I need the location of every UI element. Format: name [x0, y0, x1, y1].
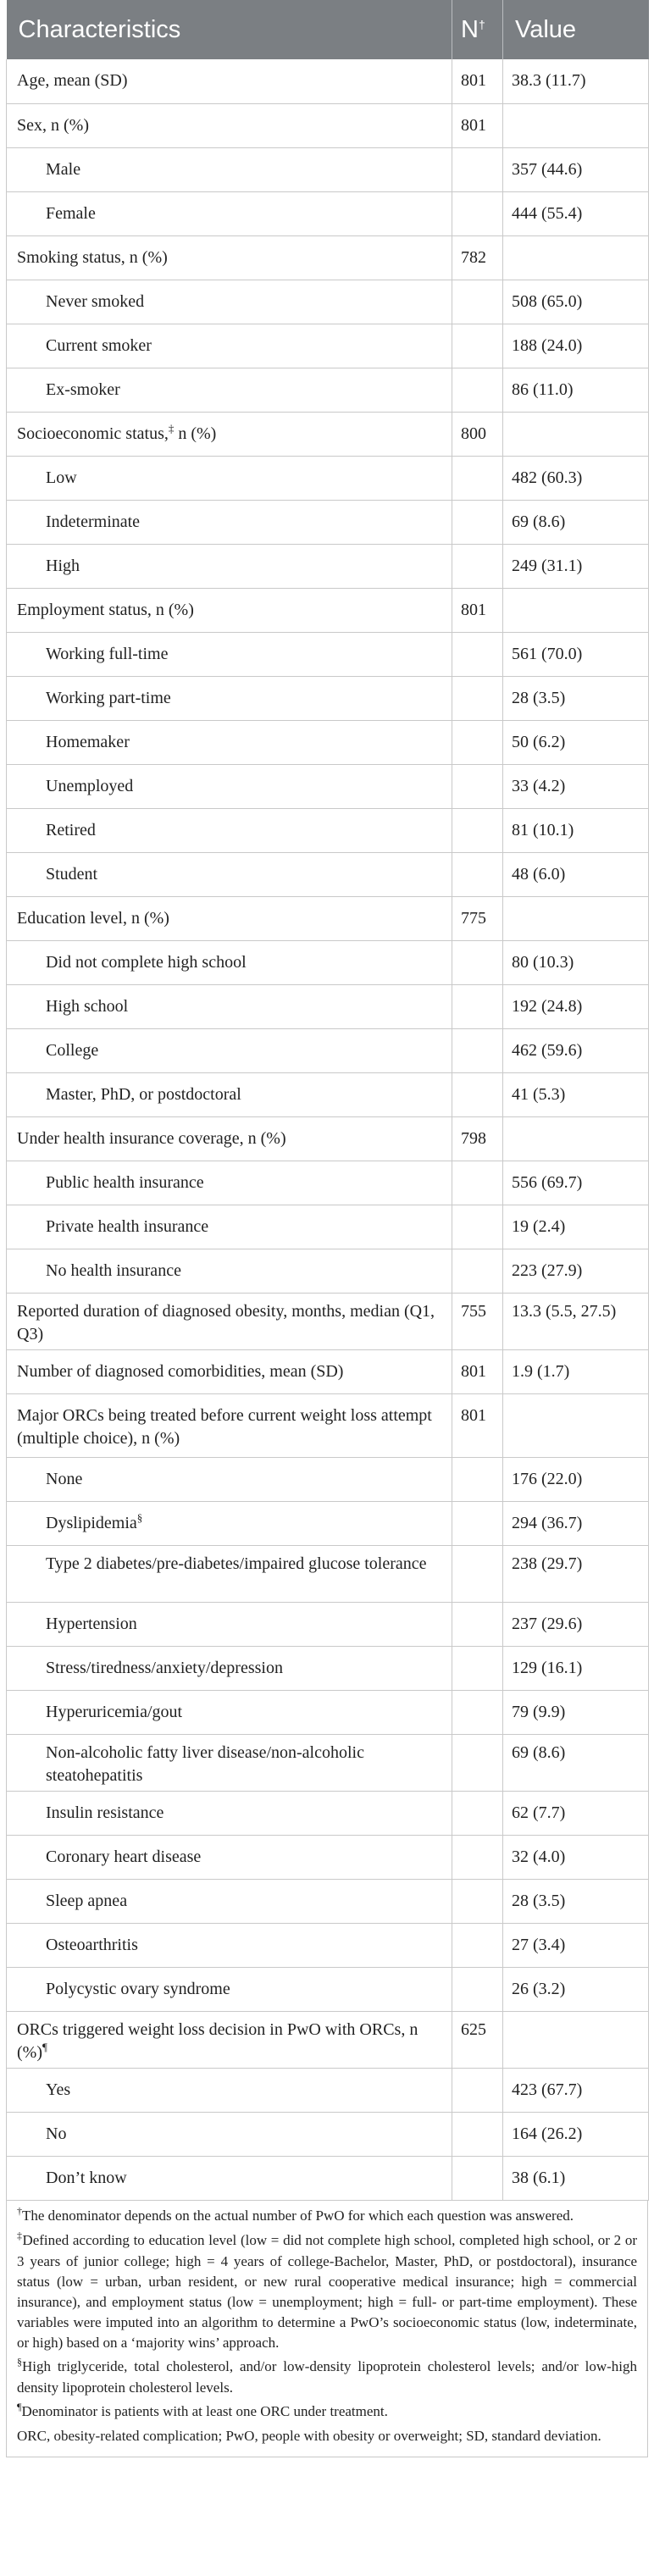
table-row — [7, 500, 649, 544]
row-value: 561 (70.0) — [503, 632, 649, 676]
row-label — [7, 1923, 452, 1967]
row-value: 192 (24.8) — [503, 984, 649, 1028]
footnote-mark: ‡ — [17, 2229, 23, 2241]
row-label-text: Reported duration of diagnosed obesity, months, median (Q1, Q3) — [17, 1301, 435, 1343]
row-value: 28 (3.5) — [503, 1879, 649, 1923]
table-footnotes — [6, 2201, 648, 2457]
row-n — [452, 1545, 503, 1602]
row-label — [7, 59, 452, 103]
footnote-mark: ‡ — [168, 421, 175, 435]
table-row — [7, 720, 649, 764]
row-label — [7, 720, 452, 764]
table-row — [7, 1545, 649, 1602]
row-label-text: Indeterminate — [46, 512, 141, 531]
row-n: 801 — [452, 588, 503, 632]
row-value: 69 (8.6) — [503, 500, 649, 544]
table-body — [7, 59, 649, 2200]
header-n — [452, 0, 503, 59]
row-n — [452, 1791, 503, 1835]
row-label — [7, 1501, 452, 1545]
footnote — [17, 2401, 637, 2423]
row-value: 81 (10.1) — [503, 808, 649, 852]
row-label — [7, 280, 452, 324]
table-row — [7, 191, 649, 235]
row-label-text: Stress/tiredness/anxiety/depression — [46, 1658, 283, 1677]
row-label-text: College — [46, 1040, 99, 1060]
table-row — [7, 1602, 649, 1646]
footnote-text: ORC, obesity-related complication; PwO, people with obesity or overweight; SD, standard deviation. — [17, 2427, 601, 2444]
row-n — [452, 1835, 503, 1879]
row-n — [452, 1879, 503, 1923]
table-row — [7, 676, 649, 720]
row-label-text: Insulin resistance — [46, 1803, 164, 1822]
table-row — [7, 1161, 649, 1205]
table-row — [7, 2156, 649, 2200]
row-label — [7, 368, 452, 412]
row-label — [7, 852, 452, 896]
row-value: 294 (36.7) — [503, 1501, 649, 1545]
table-row — [7, 1393, 649, 1457]
footnote-mark: § — [17, 2355, 22, 2368]
table-header — [7, 0, 649, 59]
header-n-label: N — [461, 15, 479, 43]
row-value: 237 (29.6) — [503, 1602, 649, 1646]
table-row — [7, 1457, 649, 1501]
row-n — [452, 544, 503, 588]
row-n: 625 — [452, 2011, 503, 2068]
row-n — [452, 191, 503, 235]
row-value — [503, 588, 649, 632]
table-row — [7, 1835, 649, 1879]
row-label — [7, 500, 452, 544]
table-row — [7, 2011, 649, 2068]
row-value: 50 (6.2) — [503, 720, 649, 764]
row-n — [452, 280, 503, 324]
row-n — [452, 1205, 503, 1249]
row-n — [452, 2068, 503, 2112]
table-row — [7, 456, 649, 500]
row-value: 62 (7.7) — [503, 1791, 649, 1835]
header-n-mark: † — [478, 17, 485, 31]
footnote-text: High triglyceride, total cholesterol, and/or low-density lipoprotein cholesterol levels; and/or low-high density lipoprotein cholesterol levels. — [17, 2357, 637, 2396]
row-value: 556 (69.7) — [503, 1161, 649, 1205]
row-label-text: Hyperuricemia/gout — [46, 1702, 183, 1721]
row-label-text: No health insurance — [46, 1260, 181, 1280]
footnote-mark: ¶ — [42, 2040, 47, 2053]
row-n: 782 — [452, 235, 503, 280]
row-n — [452, 940, 503, 984]
row-label-text: Education level, n (%) — [17, 908, 169, 928]
row-label-text: Did not complete high school — [46, 952, 247, 972]
row-value: 223 (27.9) — [503, 1249, 649, 1293]
row-n — [452, 1249, 503, 1293]
row-value: 27 (3.4) — [503, 1923, 649, 1967]
row-label-text: Employment status, n (%) — [17, 600, 194, 619]
row-value: 80 (10.3) — [503, 940, 649, 984]
row-value: 423 (67.7) — [503, 2068, 649, 2112]
header-characteristics: Characteristics — [7, 0, 452, 59]
row-n — [452, 1457, 503, 1501]
row-label — [7, 984, 452, 1028]
row-label — [7, 2068, 452, 2112]
row-label-text: Retired — [46, 820, 96, 839]
table-row — [7, 1791, 649, 1835]
row-label-text: Public health insurance — [46, 1172, 204, 1192]
table-row — [7, 1501, 649, 1545]
row-label-text: High — [46, 556, 80, 575]
row-label — [7, 412, 452, 456]
table-row — [7, 1249, 649, 1293]
table-row — [7, 588, 649, 632]
row-label-text: Socioeconomic status, — [17, 424, 169, 443]
table-row — [7, 235, 649, 280]
row-label — [7, 2156, 452, 2200]
row-label-text: Dyslipidemia — [46, 1513, 137, 1532]
row-n — [452, 1967, 503, 2011]
row-n — [452, 368, 503, 412]
row-n — [452, 2156, 503, 2200]
row-label-text: Don’t know — [46, 2168, 127, 2187]
row-value: 41 (5.3) — [503, 1072, 649, 1116]
row-label — [7, 456, 452, 500]
row-value — [503, 1393, 649, 1457]
row-label — [7, 1791, 452, 1835]
row-label — [7, 324, 452, 368]
row-label-text: Major ORCs being treated before current weight loss attempt (multiple choice), n (%) — [17, 1405, 432, 1448]
row-n — [452, 1028, 503, 1072]
row-label-text: Low — [46, 468, 77, 487]
row-label-suffix: n (%) — [174, 424, 217, 443]
row-label-text: Ex-smoker — [46, 379, 120, 399]
row-label-text: Type 2 diabetes/pre-diabetes/impaired glucose tolerance — [46, 1554, 427, 1573]
row-value — [503, 412, 649, 456]
table-row — [7, 896, 649, 940]
table-row — [7, 1967, 649, 2011]
row-value: 32 (4.0) — [503, 1835, 649, 1879]
footnote-text: Defined according to education level (low = did not complete high school, completed high school, or 2 or 3 years of junior college; high = 4 years of college-Bachelor, Master, PhD, or postdoctoral), insurance status (low = urban, urban resident, or new rural cooperative medical insurance; high = commercial insurance), and employment status (low = unemployment; high = full- or part-time employment). These variables were imputed into an algorithm to determine a PwO’s socioeconomic status (low, indeterminate, or high) based on a ‘majority wins’ approach. — [17, 2231, 637, 2351]
table-row — [7, 632, 649, 676]
row-label — [7, 588, 452, 632]
table-row — [7, 1205, 649, 1249]
row-label — [7, 1457, 452, 1501]
row-n — [452, 632, 503, 676]
row-value: 238 (29.7) — [503, 1545, 649, 1602]
footnote-mark: † — [17, 2204, 22, 2217]
row-label — [7, 1205, 452, 1249]
footnote-mark: ¶ — [17, 2400, 22, 2413]
row-n — [452, 500, 503, 544]
row-n — [452, 1072, 503, 1116]
row-label-text: Student — [46, 864, 98, 884]
row-n — [452, 1602, 503, 1646]
row-label — [7, 1690, 452, 1734]
footnote-text: Denominator is patients with at least one ORC under treatment. — [21, 2402, 388, 2419]
row-label — [7, 1072, 452, 1116]
row-n — [452, 147, 503, 191]
row-label-text: Yes — [46, 2080, 71, 2099]
row-label-text: No — [46, 2124, 67, 2143]
row-label — [7, 764, 452, 808]
row-label-text: Homemaker — [46, 732, 130, 751]
row-n — [452, 456, 503, 500]
row-value: 13.3 (5.5, 27.5) — [503, 1293, 649, 1349]
row-label-text: Under health insurance coverage, n (%) — [17, 1128, 286, 1148]
row-value: 249 (31.1) — [503, 544, 649, 588]
row-label-text: Osteoarthritis — [46, 1935, 138, 1954]
row-n — [452, 764, 503, 808]
row-n — [452, 1501, 503, 1545]
table-row — [7, 852, 649, 896]
row-label-text: High school — [46, 996, 129, 1016]
row-label — [7, 1646, 452, 1690]
row-label — [7, 103, 452, 147]
row-label-text: Current smoker — [46, 335, 152, 355]
characteristics-table — [6, 0, 649, 2201]
row-value: 26 (3.2) — [503, 1967, 649, 2011]
row-value: 508 (65.0) — [503, 280, 649, 324]
row-n — [452, 324, 503, 368]
table-row — [7, 984, 649, 1028]
row-n — [452, 1690, 503, 1734]
row-value: 79 (9.9) — [503, 1690, 649, 1734]
row-n — [452, 1646, 503, 1690]
row-label — [7, 676, 452, 720]
footnote — [17, 2230, 637, 2353]
row-label — [7, 940, 452, 984]
table-row — [7, 1072, 649, 1116]
row-label-text: Master, PhD, or postdoctoral — [46, 1084, 241, 1104]
row-label — [7, 544, 452, 588]
row-label-text: Unemployed — [46, 776, 134, 795]
row-label-text: ORCs triggered weight loss decision in PwO with ORCs, n (%) — [17, 2019, 418, 2062]
row-label — [7, 808, 452, 852]
row-value: 1.9 (1.7) — [503, 1349, 649, 1393]
row-n — [452, 720, 503, 764]
table-row — [7, 808, 649, 852]
row-label — [7, 896, 452, 940]
row-value — [503, 2011, 649, 2068]
table-row — [7, 1028, 649, 1072]
row-value: 357 (44.6) — [503, 147, 649, 191]
row-label — [7, 1835, 452, 1879]
row-label — [7, 191, 452, 235]
table-row — [7, 1690, 649, 1734]
row-n — [452, 1923, 503, 1967]
table-row — [7, 764, 649, 808]
footnote — [17, 2426, 637, 2446]
footnote-text: The denominator depends on the actual number of PwO for which each question was answered. — [22, 2207, 574, 2224]
row-value — [503, 235, 649, 280]
row-n: 755 — [452, 1293, 503, 1349]
row-label — [7, 1734, 452, 1791]
row-n — [452, 808, 503, 852]
footnote — [17, 2357, 637, 2398]
row-n — [452, 1734, 503, 1791]
row-label-text: Never smoked — [46, 291, 145, 311]
row-n — [452, 676, 503, 720]
row-value: 28 (3.5) — [503, 676, 649, 720]
row-label — [7, 1116, 452, 1161]
table-row — [7, 1116, 649, 1161]
row-label-text: Coronary heart disease — [46, 1847, 202, 1866]
row-label-text: Number of diagnosed comorbidities, mean (SD) — [17, 1361, 344, 1381]
row-value: 444 (55.4) — [503, 191, 649, 235]
row-label — [7, 1349, 452, 1393]
row-n: 800 — [452, 412, 503, 456]
row-label-text: Hypertension — [46, 1614, 137, 1633]
row-value: 462 (59.6) — [503, 1028, 649, 1072]
row-value: 176 (22.0) — [503, 1457, 649, 1501]
row-label — [7, 1602, 452, 1646]
row-label — [7, 2011, 452, 2068]
row-label-text: Smoking status, n (%) — [17, 247, 168, 267]
table-row — [7, 1923, 649, 1967]
row-label-text: Male — [46, 159, 81, 179]
table-row — [7, 412, 649, 456]
row-value — [503, 896, 649, 940]
table-row — [7, 280, 649, 324]
row-label-text: Working full-time — [46, 644, 169, 663]
table-row — [7, 324, 649, 368]
row-label — [7, 235, 452, 280]
row-label — [7, 1879, 452, 1923]
row-value: 33 (4.2) — [503, 764, 649, 808]
table-row — [7, 1293, 649, 1349]
row-label — [7, 1249, 452, 1293]
table-row — [7, 59, 649, 103]
row-n: 801 — [452, 1349, 503, 1393]
table-row — [7, 2112, 649, 2156]
row-n: 801 — [452, 59, 503, 103]
row-label-text: Private health insurance — [46, 1216, 209, 1236]
table-row — [7, 1349, 649, 1393]
row-label — [7, 2112, 452, 2156]
row-n — [452, 984, 503, 1028]
row-value: 38 (6.1) — [503, 2156, 649, 2200]
row-value — [503, 1116, 649, 1161]
row-value — [503, 103, 649, 147]
row-value: 86 (11.0) — [503, 368, 649, 412]
row-value: 482 (60.3) — [503, 456, 649, 500]
row-label — [7, 1545, 452, 1602]
row-value: 38.3 (11.7) — [503, 59, 649, 103]
row-label — [7, 1161, 452, 1205]
table-row — [7, 1734, 649, 1791]
row-label-text: Sleep apnea — [46, 1891, 128, 1910]
table-row — [7, 544, 649, 588]
row-n: 798 — [452, 1116, 503, 1161]
table-row — [7, 2068, 649, 2112]
row-label — [7, 632, 452, 676]
table-row — [7, 147, 649, 191]
row-n: 801 — [452, 103, 503, 147]
row-n — [452, 2112, 503, 2156]
table-row — [7, 1879, 649, 1923]
footnote-mark: § — [136, 1510, 143, 1524]
row-label-text: Polycystic ovary syndrome — [46, 1979, 230, 1998]
row-label-text: Age, mean (SD) — [17, 71, 128, 90]
row-label — [7, 147, 452, 191]
table-row — [7, 103, 649, 147]
header-value: Value — [503, 0, 649, 59]
row-label — [7, 1293, 452, 1349]
row-label-text: None — [46, 1469, 83, 1488]
row-n: 775 — [452, 896, 503, 940]
row-value: 48 (6.0) — [503, 852, 649, 896]
row-n — [452, 1161, 503, 1205]
row-value: 19 (2.4) — [503, 1205, 649, 1249]
table-row — [7, 1646, 649, 1690]
footnote — [17, 2206, 637, 2227]
row-value: 129 (16.1) — [503, 1646, 649, 1690]
row-label-text: Non-alcoholic fatty liver disease/non-alcoholic steatohepatitis — [46, 1742, 364, 1785]
row-label-text: Working part-time — [46, 688, 171, 707]
row-n: 801 — [452, 1393, 503, 1457]
row-label-text: Sex, n (%) — [17, 115, 89, 135]
row-n — [452, 852, 503, 896]
row-label-text: Female — [46, 203, 96, 223]
table-row — [7, 368, 649, 412]
row-label — [7, 1393, 452, 1457]
row-label — [7, 1028, 452, 1072]
row-value: 188 (24.0) — [503, 324, 649, 368]
row-value: 164 (26.2) — [503, 2112, 649, 2156]
table-row — [7, 940, 649, 984]
row-label — [7, 1967, 452, 2011]
row-value: 69 (8.6) — [503, 1734, 649, 1791]
